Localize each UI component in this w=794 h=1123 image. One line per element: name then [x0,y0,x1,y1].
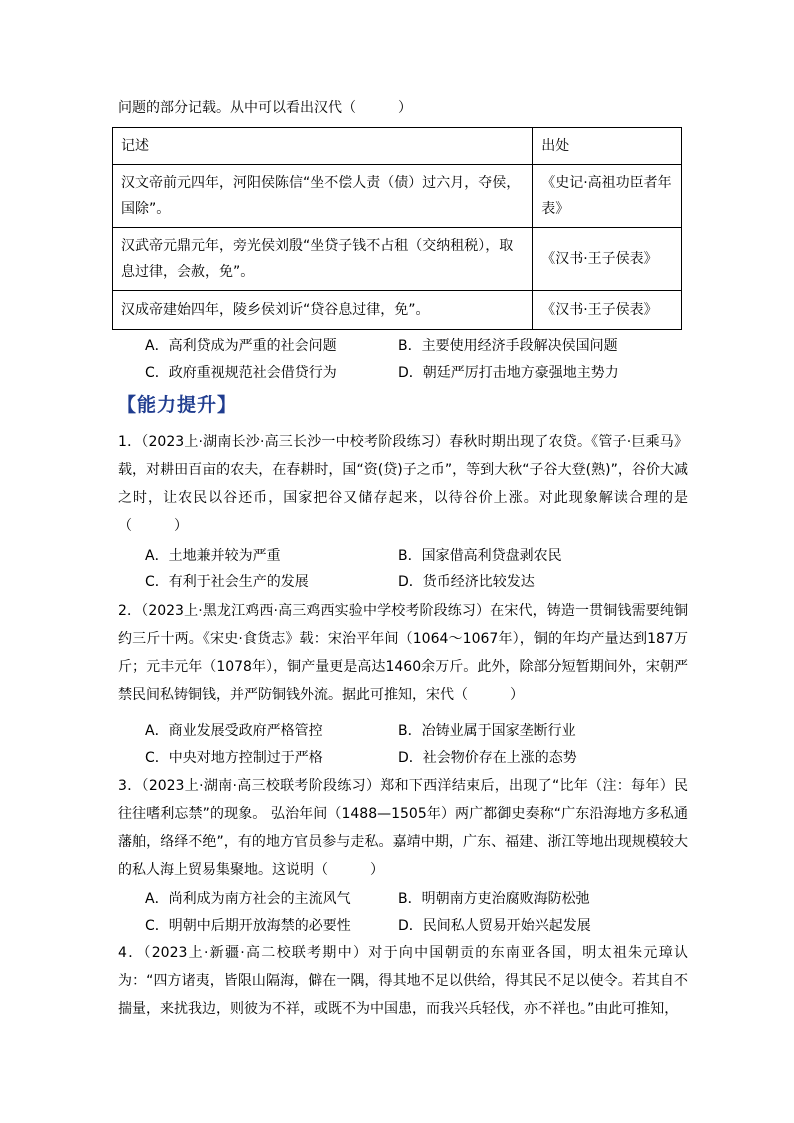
table-cell-source: 《汉书·王子侯表》 [533,228,682,291]
table-header-row [113,128,682,165]
section-title: 【能力提升】 [117,394,238,416]
option-b: B．冶铸业属于国家垄断行业 [398,723,576,739]
option-b: B．明朝南方吏治腐败海防松弛 [398,891,590,907]
table-cell-source: 《汉书·王子侯表》 [533,291,682,330]
question-3 [118,772,688,884]
table-row [113,165,682,228]
table-row [113,228,682,291]
table-cell-desc: 汉成帝建始四年，陵乡侯刘䜣“贷谷息过律，免”。 [113,291,533,330]
table-cell-desc: 汉文帝前元四年，河阳侯陈信“坐不偿人责（债）过六月，夺侯，国除”。 [113,165,533,228]
question-2 [118,597,688,709]
question-intro: 问题的部分记载。从中可以看出汉代（ ） [118,100,412,116]
table-header-source: 出处 [533,128,682,165]
option-d: D．朝廷严厉打击地方豪强地主势力 [398,365,619,381]
option-b: B．主要使用经济手段解决侯国问题 [398,338,618,354]
option-b: B．国家借高利贷盘剥农民 [398,548,562,564]
question-stem: 1．（2023上·湖南长沙·高三长沙一中校考阶段练习）春秋时期出现了农贷。《管子·巨乘马》载，对耕田百亩的农夫，在春耕时，国“资(贷)子之币”，等到大秋“子谷大登(熟)”，谷价大减之时，让农民以谷还币，国家把谷又储存起来，以待谷价上涨。对此现象解读合理的是（ ） [118,434,688,534]
option-a: A．土地兼并较为严重 [145,548,281,564]
question-stem: 4．（2023上·新疆·高二校联考期中）对于向中国朝贡的东南亚各国，明太祖朱元璋认为：“四方诸夷，皆限山隔海，僻在一隅，得其地不足以供给，得其民不足以使令。若其自不揣量，来扰我边，则彼为不祥，或既不为中国患，而我兴兵轻伐，亦不祥也。”由此可推知， [118,945,688,1017]
table-cell-desc: 汉武帝元鼎元年，旁光侯刘殷“坐贷子钱不占租（交纳租税），取息过律，会赦，免”。 [113,228,533,291]
option-c: C．有利于社会生产的发展 [145,574,309,590]
option-a: A．尚利成为南方社会的主流风气 [145,891,351,907]
question-4 [118,939,688,1023]
option-c: C．政府重视规范社会借贷行为 [145,365,337,381]
records-table [112,127,682,330]
option-d: D．社会物价存在上涨的态势 [398,750,577,766]
option-d: D．民间私人贸易开始兴起发展 [398,918,591,934]
question-1 [118,428,688,540]
option-a: A．商业发展受政府严格管控 [145,723,323,739]
question-stem: 2．（2023上·黑龙江鸡西·高三鸡西实验中学校考阶段练习）在宋代，铸造一贯铜钱需要纯铜约三斤十两。《宋史·食货志》载：宋治平年间（1064～1067年），铜的年均产量达到187万斤；元丰元年（1078年），铜产量更是高达1460余万斤。此外，除部分短暂期间外，宋朝严禁民间私铸铜钱，并严防铜钱外流。据此可推知，宋代（ ） [118,603,688,703]
table-row [113,291,682,330]
table-cell-source: 《史记·高祖功臣者年表》 [533,165,682,228]
option-a: A．高利贷成为严重的社会问题 [145,338,337,354]
option-d: D．货币经济比较发达 [398,574,535,590]
question-stem: 3．（2023上·湖南·高三校联考阶段练习）郑和下西洋结束后，出现了“比年（注：每年）民往往嗜利忘禁”的现象。 弘治年间（1488—1505年）两广都御史奏称“广东沿海地方多私通藩舶，络绎不绝”，有的地方官员参与走私。嘉靖中期，广东、福建、浙江等地出现规模较大的私人海上贸易集聚地。这说明（ ） [118,778,688,878]
table-header-desc: 记述 [113,128,533,165]
option-c: C．明朝中后期开放海禁的必要性 [145,918,351,934]
option-c: C．中央对地方控制过于严格 [145,750,323,766]
